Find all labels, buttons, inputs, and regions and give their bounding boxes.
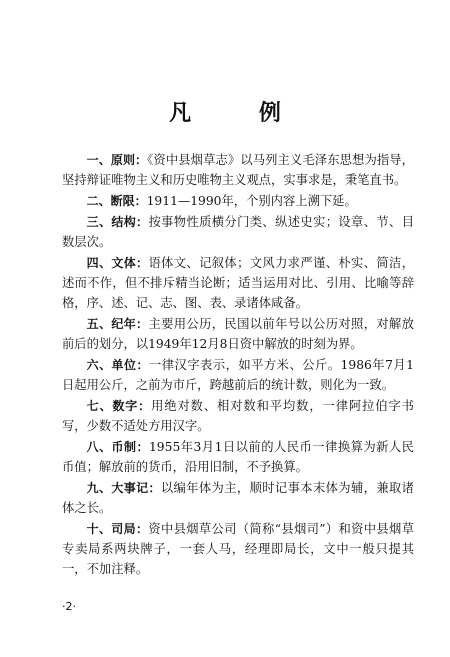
item-heading: 六、单位： [86,358,149,372]
item-heading: 一、原则： [86,153,148,167]
item-style [62,253,414,313]
item-heading: 三、结构： [86,215,149,229]
item-heading: 八、币制： [86,440,149,454]
item-chronicle [62,478,414,518]
item-heading: 九、大事记： [86,481,161,495]
item-principle [62,150,414,190]
item-text: 以编年体为主，顺时记事本末体为辅，兼取诸体之长。 [62,481,414,515]
item-dating [62,314,414,354]
item-text: 《资中县烟草志》以马列主义毛泽东思想为指导，坚持辩证唯物主义和历史唯物主义观点，实事求是，秉笔直书。 [62,153,414,187]
item-heading: 四、文体： [86,256,149,270]
item-heading: 七、数字： [86,399,152,413]
page-title: 凡 例 [169,101,311,126]
item-text: 1911—1990年，个别内容上溯下延。 [146,194,357,208]
item-text: 一律汉字表示，如平方米、公斤。1986年7月1日起用公斤，之前为市斤，跨越前后的统计数，则化为一致。 [62,358,414,392]
item-text: 主要用公历，民国以前年号以公历对照，对解放前后的划分，以1949年12月8日资中解放的时刻为界。 [62,317,414,351]
item-time-limit [62,191,414,211]
item-structure [62,212,414,252]
item-numbers [62,396,414,436]
item-text: 1955年3月1日以前的人民币一律换算为新人民币值；解放前的货币，沿用旧制，不予换算。 [62,440,414,474]
item-heading: 五、纪年： [86,317,149,331]
conventions-list [62,150,414,580]
item-bureau [62,519,414,579]
item-text: 按事物性质横分门类、纵述史实；设章、节、目数层次。 [62,215,414,249]
item-text: 资中县烟草公司（简称“县烟司”）和资中县烟草专卖局系两块牌子，一套人马，经理即局长，文中一般只提其一，不加注释。 [62,522,414,576]
item-heading: 二、断限： [86,194,147,208]
item-units [62,355,414,395]
item-text: 语体文、记叙体；文风力求严谨、朴实、简洁，述而不作，但不排斥精当论断；适当运用对比、引用、比喻等辞格，序、述、记、志、图、表、录诸体咸备。 [62,256,414,310]
page-number: ·2· [62,600,76,613]
item-heading: 十、司局： [86,522,149,536]
item-text: 用绝对数、相对数和平均数，一律阿拉伯字书写，少数不适处方用汉字。 [62,399,414,433]
item-currency [62,437,414,477]
